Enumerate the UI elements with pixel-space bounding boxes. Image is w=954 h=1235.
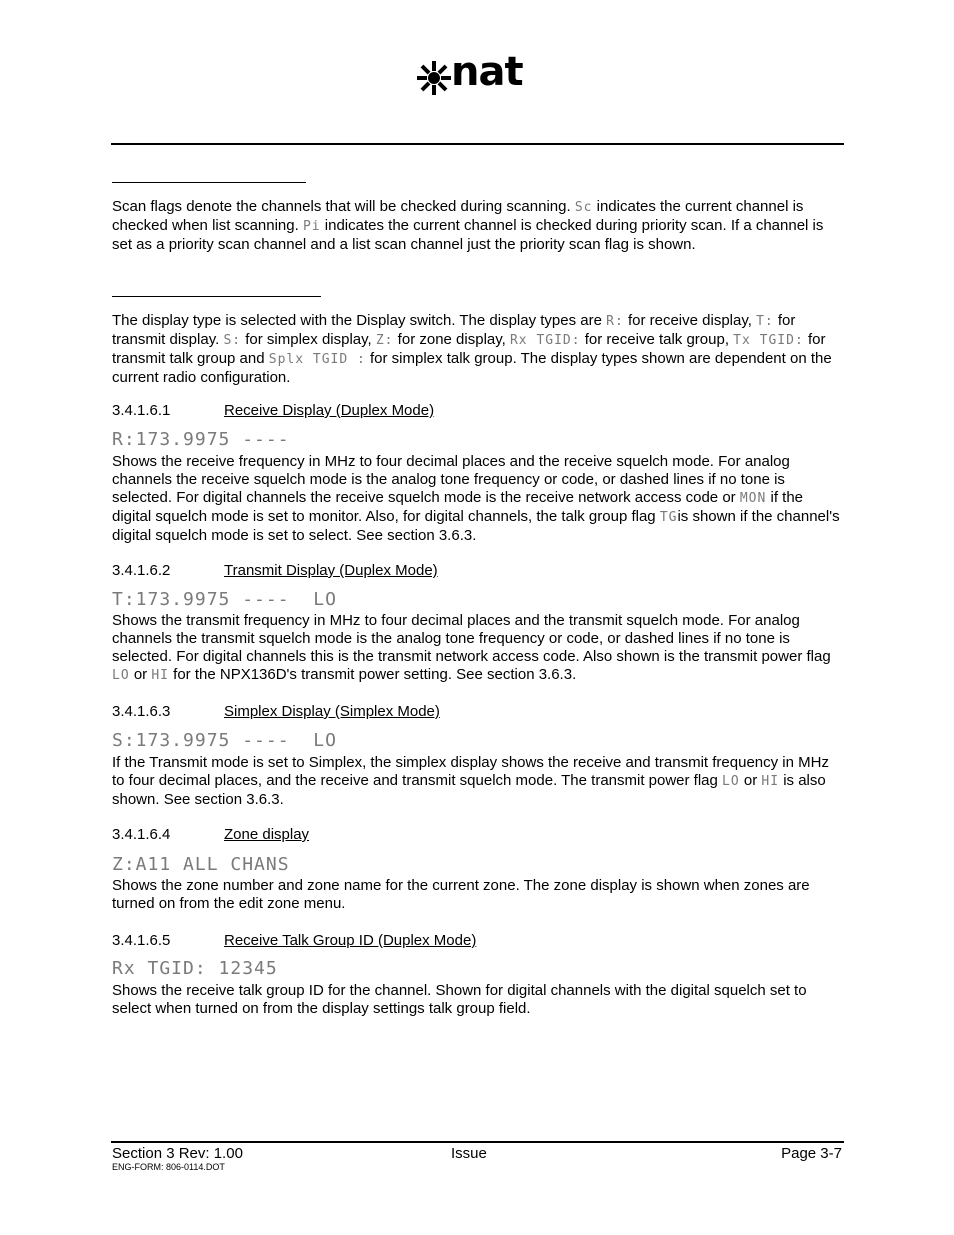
footer-section-rev: Section 3 Rev: 1.00 [112, 1145, 243, 1162]
zone-display-paragraph: Shows the zone number and zone name for the current zone. The zone display is shown when zones are turned on from the edit zone menu. [112, 877, 810, 912]
nat-logo [414, 49, 542, 100]
section-heading-zone-display: 3.4.1.6.4 Zone display [112, 826, 310, 843]
footer-rule [111, 1141, 844, 1143]
section-heading-transmit-display: 3.4.1.6.2 Transmit Display (Duplex Mode) [112, 562, 438, 579]
display-types-heading-rule [112, 296, 321, 297]
footer-page-number: Page 3-7 [781, 1145, 842, 1162]
header-rule [111, 143, 844, 145]
transmit-display-paragraph: Shows the transmit frequency in MHz to four decimal places and the transmit squelch mode. For analog channels the transmit squelch mode is the analog tone frequency or code, or dashed lines if no tone is selected. For digital channels this is the transmit network access code. Also shown is the transmit power flag LO or HI for the NPX136D's transmit power setting. See section 3.6.3. [112, 612, 831, 683]
footer-form-id: ENG-FORM: 806-0114.DOT [112, 1162, 225, 1172]
scan-flag-pi: Pi [302, 219, 321, 234]
scan-flags-paragraph: Scan flags denote the channels that will be checked during scanning. Sc indicates the current channel is checked when list scanning. Pi indicates the current channel is checked during priority scan. If a channel is set as a priority scan channel and a list scan channel just the priority scan flag is shown. [112, 198, 824, 253]
receive-display-paragraph: Shows the receive frequency in MHz to four decimal places and the receive squelch mode. For analog channels the receive squelch mode is the analog tone frequency or code, or dashed lines if no tone is selected. For digital channels the receive squelch mode is the receive network access code or MON if the digital squelch mode is set to monitor. Also, for digital channels, the talk group flag TGis shown if the channel's digital squelch mode is set to select. See section 3.6.3. [112, 453, 840, 544]
star-burst-icon [414, 56, 454, 100]
scan-flag-sc: Sc [574, 200, 593, 215]
lcd-zone-display: Z:A11 ALL CHANS [112, 854, 290, 875]
lcd-transmit-display: T:173.9975 ---- LO [112, 589, 337, 610]
section-heading-receive-display: 3.4.1.6.1 Receive Display (Duplex Mode) [112, 402, 435, 419]
footer-status: Issue [451, 1145, 487, 1162]
rx-tgid-paragraph: Shows the receive talk group ID for the channel. Shown for digital channels with the digital squelch set to select when turned on from the display settings talk group field. [112, 982, 807, 1017]
section-heading-rx-tgid: 3.4.1.6.5 Receive Talk Group ID (Duplex Mode) [112, 932, 477, 949]
lcd-receive-display: R:173.9975 ---- [112, 429, 290, 450]
simplex-display-paragraph: If the Transmit mode is set to Simplex, the simplex display shows the receive and transmit frequency in MHz to four decimal places, and the receive and transmit squelch mode. The transmit power flag LO or HI is also shown. See section 3.6.3. [112, 754, 829, 808]
lcd-rx-tgid: Rx TGID: 12345 [112, 958, 278, 979]
display-types-paragraph: The display type is selected with the Display switch. The display types are R: for receive display, T: for transmit display. S: for simplex display, Z: for zone display, Rx TGID: for receive talk group, Tx TGID: for transmit talk group and Splx TGID : for simplex talk group. The display types shown are dependent on the current radio configuration. [112, 312, 832, 386]
section-heading-simplex-display: 3.4.1.6.3 Simplex Display (Simplex Mode) [112, 703, 440, 720]
logo-text: nat [451, 49, 523, 95]
lcd-simplex-display: S:173.9975 ---- LO [112, 730, 337, 751]
scan-flags-heading-rule [112, 182, 306, 183]
